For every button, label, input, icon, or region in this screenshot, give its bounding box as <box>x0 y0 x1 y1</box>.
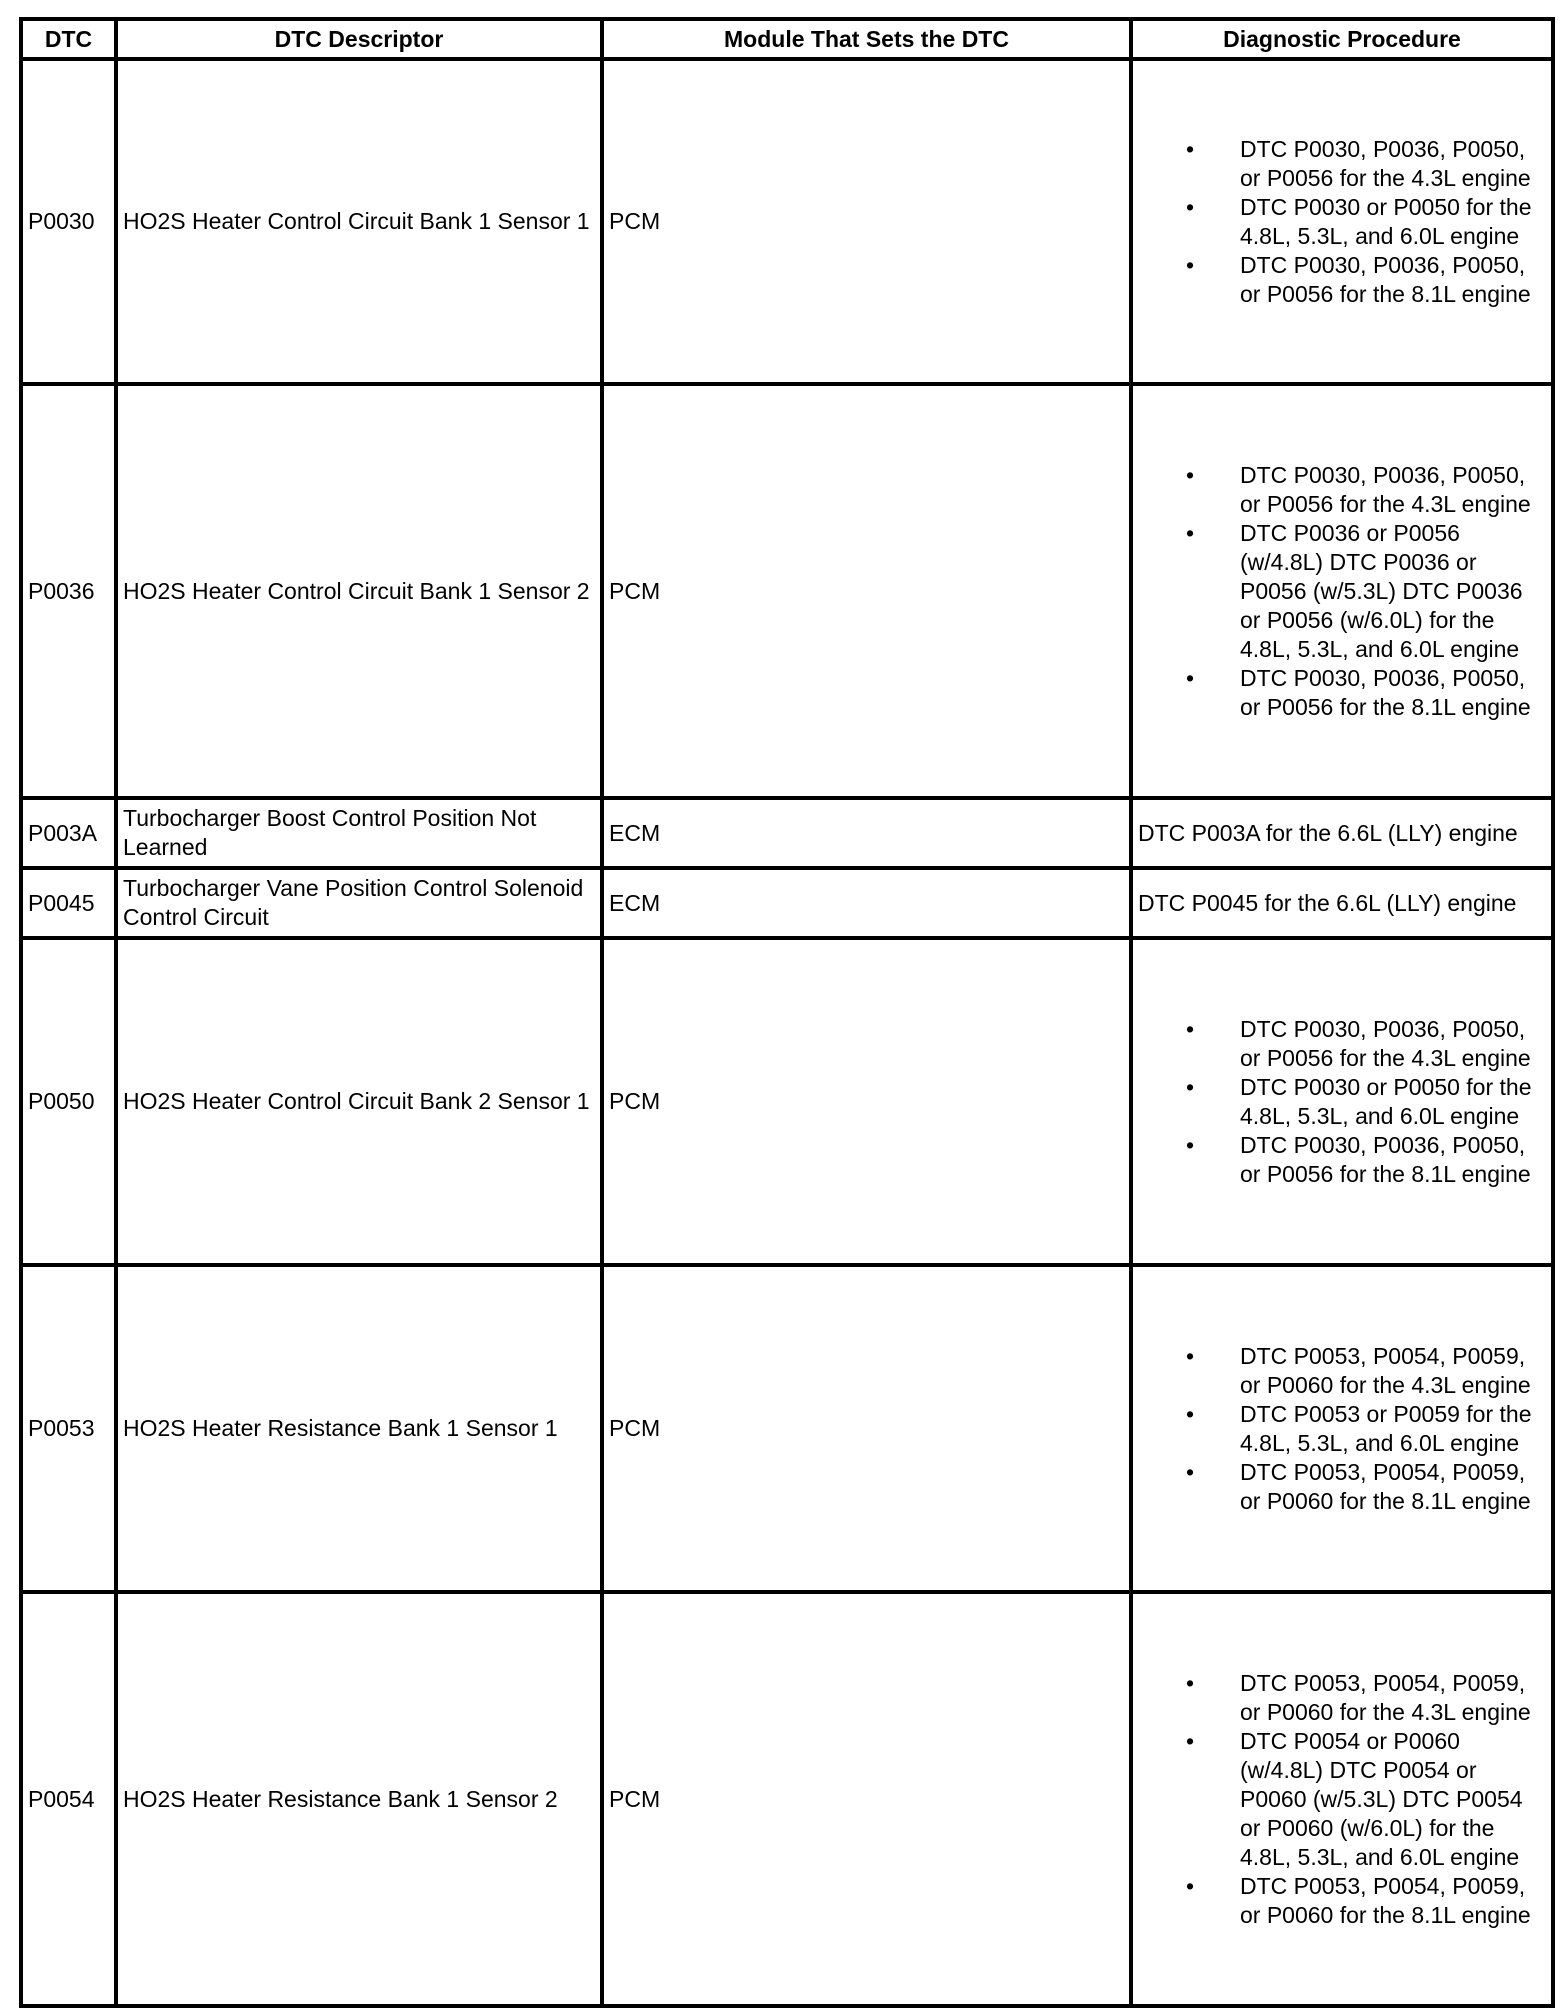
procedure-list <box>1138 1342 1546 1516</box>
header-descriptor: DTC Descriptor <box>116 19 602 59</box>
table-row <box>21 1592 1553 2006</box>
dtc-descriptor-cell: Turbocharger Boost Control Position Not Learned <box>116 798 602 868</box>
dtc-descriptor-cell: Turbocharger Vane Position Control Solenoid Control Circuit <box>116 868 602 938</box>
module-cell: PCM <box>602 1592 1131 2006</box>
table-row <box>21 938 1553 1265</box>
dtc-descriptor-cell: HO2S Heater Resistance Bank 1 Sensor 1 <box>116 1265 602 1592</box>
dtc-table <box>19 17 1555 2008</box>
procedure-list-item: • DTC P0030, P0036, P0050, or P0056 for the 4.3L engine <box>1138 135 1546 193</box>
procedure-cell <box>1131 59 1553 384</box>
dtc-descriptor-cell: HO2S Heater Control Circuit Bank 1 Sensor 2 <box>116 384 602 798</box>
procedure-list <box>1138 1015 1546 1189</box>
procedure-list-item: • DTC P0054 or P0060 (w/4.8L) DTC P0054 or P0060 (w/5.3L) DTC P0054 or P0060 (w/6.0L) for the 4.8L, 5.3L, and 6.0L engine <box>1138 1727 1546 1872</box>
procedure-list-item: • DTC P0053 or P0059 for the 4.8L, 5.3L, and 6.0L engine <box>1138 1400 1546 1458</box>
header-procedure: Diagnostic Procedure <box>1131 19 1553 59</box>
table-row <box>21 384 1553 798</box>
module-cell: ECM <box>602 798 1131 868</box>
dtc-code-cell: P0054 <box>21 1592 116 2006</box>
procedure-list-item: • DTC P0030, P0036, P0050, or P0056 for the 4.3L engine <box>1138 461 1546 519</box>
procedure-list-item: • DTC P0030, P0036, P0050, or P0056 for the 8.1L engine <box>1138 1131 1546 1189</box>
procedure-cell <box>1131 938 1553 1265</box>
module-cell: PCM <box>602 938 1131 1265</box>
module-cell: PCM <box>602 1265 1131 1592</box>
procedure-list-item: • DTC P0053, P0054, P0059, or P0060 for the 8.1L engine <box>1138 1872 1546 1930</box>
dtc-code-cell: P0053 <box>21 1265 116 1592</box>
dtc-code-cell: P0036 <box>21 384 116 798</box>
procedure-list-item: • DTC P0030, P0036, P0050, or P0056 for the 8.1L engine <box>1138 664 1546 722</box>
dtc-descriptor-cell: HO2S Heater Control Circuit Bank 1 Sensor 1 <box>116 59 602 384</box>
procedure-list <box>1138 135 1546 309</box>
procedure-list-item: • DTC P0030 or P0050 for the 4.8L, 5.3L, and 6.0L engine <box>1138 193 1546 251</box>
procedure-list-item: • DTC P0053, P0054, P0059, or P0060 for the 4.3L engine <box>1138 1669 1546 1727</box>
dtc-code-cell: P003A <box>21 798 116 868</box>
procedure-cell: DTC P0045 for the 6.6L (LLY) engine <box>1131 868 1553 938</box>
procedure-cell <box>1131 1265 1553 1592</box>
dtc-descriptor-cell: HO2S Heater Resistance Bank 1 Sensor 2 <box>116 1592 602 2006</box>
table-row <box>21 798 1553 868</box>
header-module: Module That Sets the DTC <box>602 19 1131 59</box>
table-row <box>21 868 1553 938</box>
table-row <box>21 59 1553 384</box>
procedure-cell <box>1131 384 1553 798</box>
procedure-list-item: • DTC P0036 or P0056 (w/4.8L) DTC P0036 or P0056 (w/5.3L) DTC P0036 or P0056 (w/6.0L) for the 4.8L, 5.3L, and 6.0L engine <box>1138 519 1546 664</box>
dtc-code-cell: P0030 <box>21 59 116 384</box>
table-row <box>21 1265 1553 1592</box>
module-cell: PCM <box>602 59 1131 384</box>
procedure-cell <box>1131 1592 1553 2006</box>
module-cell: ECM <box>602 868 1131 938</box>
header-dtc: DTC <box>21 19 116 59</box>
module-cell: PCM <box>602 384 1131 798</box>
procedure-list-item: • DTC P0053, P0054, P0059, or P0060 for the 8.1L engine <box>1138 1458 1546 1516</box>
table-header-row <box>21 19 1553 59</box>
procedure-list <box>1138 1669 1546 1930</box>
procedure-list-item: • DTC P0030, P0036, P0050, or P0056 for the 4.3L engine <box>1138 1015 1546 1073</box>
table-body <box>21 59 1553 2006</box>
procedure-list <box>1138 461 1546 722</box>
dtc-code-cell: P0050 <box>21 938 116 1265</box>
procedure-list-item: • DTC P0030 or P0050 for the 4.8L, 5.3L, and 6.0L engine <box>1138 1073 1546 1131</box>
dtc-code-cell: P0045 <box>21 868 116 938</box>
procedure-list-item: • DTC P0030, P0036, P0050, or P0056 for the 8.1L engine <box>1138 251 1546 309</box>
procedure-list-item: • DTC P0053, P0054, P0059, or P0060 for the 4.3L engine <box>1138 1342 1546 1400</box>
procedure-cell: DTC P003A for the 6.6L (LLY) engine <box>1131 798 1553 868</box>
dtc-descriptor-cell: HO2S Heater Control Circuit Bank 2 Sensor 1 <box>116 938 602 1265</box>
